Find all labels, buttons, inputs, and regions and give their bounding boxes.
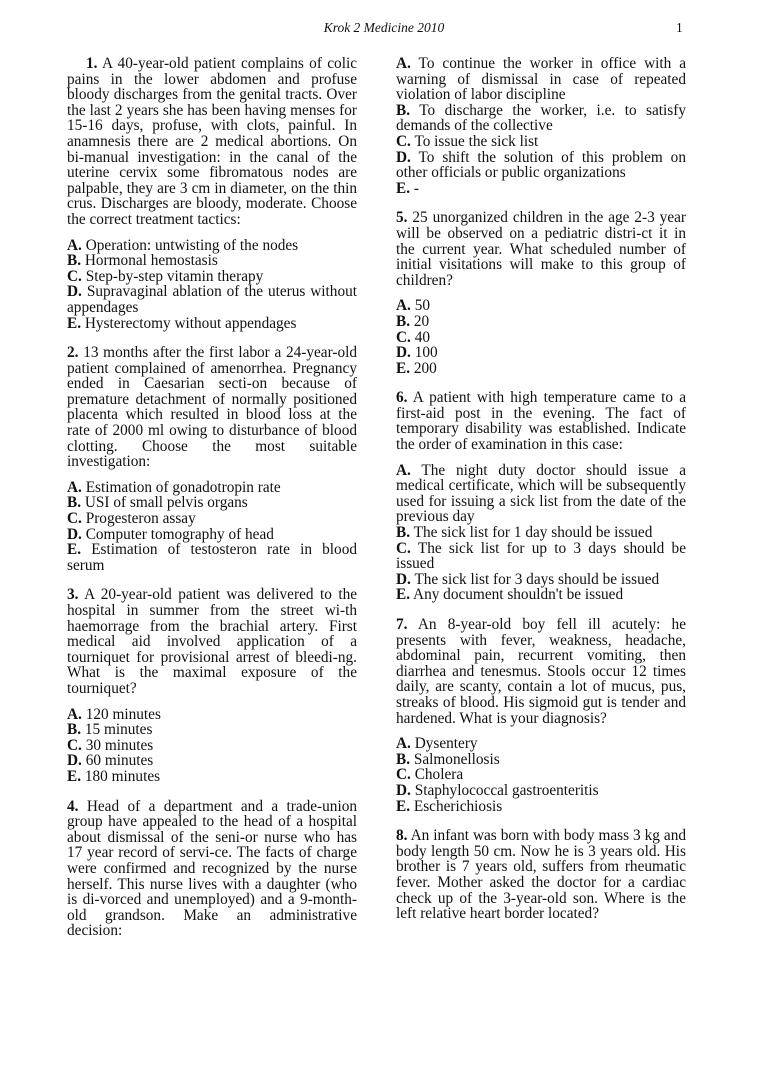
option-text: 20 xyxy=(413,312,430,330)
option-text: Operation: untwisting of the nodes xyxy=(85,236,299,254)
answer-option xyxy=(396,181,686,197)
option-text: To discharge the worker, i.e. to satisfy demands of the collective xyxy=(396,101,686,135)
option-letter: D. xyxy=(396,148,411,166)
answer-option xyxy=(67,707,357,723)
question-body: A patient with high temperature came to a first-aid post in the evening. The fact of temporary disability was established. Indicate the order of examination in this case: xyxy=(396,389,686,454)
answer-option xyxy=(396,463,686,525)
question-number: 8. xyxy=(396,827,408,845)
option-letter: C. xyxy=(396,766,411,784)
question-number: 6. xyxy=(396,389,408,407)
option-letter: C. xyxy=(396,539,411,557)
option-letter: A. xyxy=(396,297,411,315)
answer-option xyxy=(67,480,357,496)
question-number: 2. xyxy=(67,344,79,362)
option-text: Dysentery xyxy=(414,735,478,753)
option-text: The sick list for up to 3 days should be issued xyxy=(396,539,686,573)
option-letter: A. xyxy=(67,236,82,254)
option-text: 60 minutes xyxy=(85,752,154,770)
option-letter: B. xyxy=(67,721,82,739)
question-1 xyxy=(67,56,357,331)
answer-option xyxy=(396,541,686,572)
option-text: Progesteron assay xyxy=(85,510,196,528)
right-column xyxy=(396,56,686,936)
option-text: Escherichiosis xyxy=(413,797,503,815)
option-text: - xyxy=(413,179,419,197)
answer-option xyxy=(396,330,686,346)
option-text: 200 xyxy=(413,359,437,377)
option-text: USI of small pelvis organs xyxy=(84,494,248,512)
option-letter: E. xyxy=(67,767,82,785)
option-text: The sick list for 1 day should be issued xyxy=(413,524,653,542)
option-letter: C. xyxy=(396,132,411,150)
option-letter: E. xyxy=(396,586,411,604)
option-text: To issue the sick list xyxy=(414,132,539,150)
left-column xyxy=(67,56,357,953)
answer-option xyxy=(67,495,357,511)
option-text: 30 minutes xyxy=(85,736,154,754)
question-body: 25 unorganized children in the age 2-3 year will be observed on a pediatric distri-ct it in the current year. What scheduled number of initial visitations will make to this group of children? xyxy=(396,209,686,289)
answer-option xyxy=(396,361,686,377)
answer-option xyxy=(67,527,357,543)
question-5 xyxy=(396,210,686,376)
option-text: Staphylococcal gastroenteritis xyxy=(414,781,599,799)
option-letter: A. xyxy=(67,705,82,723)
answer-option xyxy=(396,56,686,103)
answer-option xyxy=(396,298,686,314)
question-body: An 8-year-old boy fell ill acutely: he presents with fever, weakness, headache, abdominal pain, recurrent vomiting, then diarrhea and tenesmus. Stools occur 12 times daily, are scanty, contain a lot of mucus, pus, streaks of blood. His sigmoid gut is tender and hardened. What is your diagnosis? xyxy=(396,616,686,727)
question-text xyxy=(67,587,357,696)
option-text: Estimation of gonadotropin rate xyxy=(85,478,281,496)
answer-option xyxy=(67,511,357,527)
page-number: 1 xyxy=(676,20,683,35)
question-text xyxy=(396,828,686,922)
question-body: An infant was born with body mass 3 kg and body length 50 cm. Now he is 3 years old. His brother is 7 years old, suffers from rheumatic fever. Mother asked the doctor for a cardiac check up of the 3-year-old son. Where is the left relative heart border located? xyxy=(396,827,686,923)
option-text: 15 minutes xyxy=(84,721,153,739)
option-letter: E. xyxy=(67,314,82,332)
answer-options xyxy=(67,238,357,332)
question-6 xyxy=(396,390,686,603)
option-letter: C. xyxy=(67,510,82,528)
answer-option xyxy=(396,314,686,330)
answer-option xyxy=(396,345,686,361)
question-4-options xyxy=(396,56,686,196)
question-8 xyxy=(396,828,686,922)
answer-option xyxy=(396,134,686,150)
answer-options xyxy=(396,56,686,196)
answer-option xyxy=(67,769,357,785)
question-text xyxy=(67,56,357,228)
answer-option xyxy=(67,253,357,269)
question-body: A 40-year-old patient complains of colic pains in the lower abdomen and profuse bloody discharges from the genital tracts. Over the last 2 years she has been having menses for 15-16 days, profuse, with clots, painful. In anamnesis there are 2 medical abortions. On bi-manual investigation: in the canal of the uterine cervix some fibromatous nodes are palpable, they are 3 cm in diameter, on the thin crus. Discharges are bloody, moderate. Choose the correct treatment tactics: xyxy=(67,55,357,228)
question-body: 13 months after the first labor a 24-year-old patient complained of amenorrhea. Pregnancy ended in Caesarian secti-on because of premature detachment of normally positioned placenta which resulted in blood loss at the rate of 2000 ml owing to disturbance of blood clotting. Choose the most suitable investigation: xyxy=(67,344,357,471)
answer-options xyxy=(67,480,357,574)
question-3 xyxy=(67,587,357,784)
answer-options xyxy=(67,707,357,785)
answer-options xyxy=(396,463,686,603)
question-text xyxy=(67,345,357,470)
answer-option xyxy=(67,753,357,769)
option-text: 50 xyxy=(414,297,430,315)
question-text xyxy=(396,617,686,726)
option-text: 100 xyxy=(414,344,438,362)
question-number: 4. xyxy=(67,797,79,815)
option-letter: A. xyxy=(67,478,82,496)
answer-option xyxy=(396,752,686,768)
option-letter: A. xyxy=(396,461,411,479)
question-text xyxy=(396,390,686,452)
answer-option xyxy=(67,738,357,754)
option-letter: A. xyxy=(396,735,411,753)
option-letter: E. xyxy=(396,797,411,815)
question-7 xyxy=(396,617,686,814)
answer-option xyxy=(396,150,686,181)
option-text: To shift the solution of this problem on other officials or public organizations xyxy=(396,148,686,182)
option-text: The sick list for 3 days should be issued xyxy=(414,570,660,588)
question-number: 5. xyxy=(396,209,408,227)
option-text: Salmonellosis xyxy=(413,750,500,768)
answer-option xyxy=(67,269,357,285)
answer-option xyxy=(67,284,357,315)
answer-option xyxy=(67,542,357,573)
option-letter: D. xyxy=(67,752,82,770)
option-text: 40 xyxy=(414,328,430,346)
question-body: A 20-year-old patient was delivered to the hospital in summer from the street wi-th haemorrage from the brachial artery. First medical aid involved application of a tourniquet for provisional arrest of bleedi-ng. What is the maximal exposure of the tourniquet? xyxy=(67,586,358,697)
question-text xyxy=(67,799,357,939)
header-title: Krok 2 Medicine 2010 xyxy=(323,20,445,35)
option-text: 120 minutes xyxy=(85,705,161,723)
answer-option xyxy=(67,722,357,738)
option-text: Hysterectomy without appendages xyxy=(84,314,297,332)
question-number: 3. xyxy=(67,586,79,604)
answer-option xyxy=(396,736,686,752)
option-letter: E. xyxy=(67,541,82,559)
answer-option xyxy=(396,572,686,588)
question-body: Head of a department and a trade-union group have appealed to the head of a hospital about dismissal of the seni-or nurse who has 17 year record of servi-ce. The facts of charge were confirmed and recognized by the nurse herself. This nurse lives with a daughter (who is di-vorced and unemployed) and a 9-month-old grandson. Make an administrative decision: xyxy=(67,797,357,940)
option-letter: B. xyxy=(396,312,411,330)
option-text: Any document shouldn't be issued xyxy=(413,586,624,604)
option-letter: B. xyxy=(396,524,411,542)
option-text: Step-by-step vitamin therapy xyxy=(85,267,264,285)
option-text: To continue the worker in office with a warning of dismissal in case of repeated violation of labor discipline xyxy=(396,55,686,104)
option-letter: A. xyxy=(396,55,411,72)
answer-options xyxy=(396,736,686,814)
option-text: 180 minutes xyxy=(84,767,161,785)
option-text: Computer tomography of head xyxy=(85,525,274,543)
option-letter: B. xyxy=(396,101,411,119)
option-letter: B. xyxy=(396,750,411,768)
option-letter: B. xyxy=(67,494,82,512)
answer-option xyxy=(396,799,686,815)
option-text: Estimation of testosteron rate in blood serum xyxy=(67,541,357,574)
option-text: Cholera xyxy=(414,766,464,784)
option-letter: E. xyxy=(396,179,411,197)
question-2 xyxy=(67,345,357,573)
option-letter: D. xyxy=(396,781,411,799)
option-letter: E. xyxy=(396,359,411,377)
option-letter: D. xyxy=(396,570,411,588)
answer-option xyxy=(396,103,686,134)
option-letter: D. xyxy=(67,525,82,543)
answer-options xyxy=(396,298,686,376)
answer-option xyxy=(396,767,686,783)
option-letter: D. xyxy=(396,344,411,362)
answer-option xyxy=(67,238,357,254)
option-letter: C. xyxy=(396,328,411,346)
answer-option xyxy=(67,316,357,332)
question-number: 1. xyxy=(86,55,98,72)
option-letter: C. xyxy=(67,267,82,285)
option-text: The night duty doctor should issue a medical certificate, which will be subsequently used for issuing a sick list from the date of the previous day xyxy=(396,461,686,526)
question-4 xyxy=(67,799,357,939)
question-number: 7. xyxy=(396,616,408,633)
answer-option xyxy=(396,587,686,603)
option-letter: C. xyxy=(67,736,82,754)
option-text: Supravaginal ablation of the uterus without appendages xyxy=(67,283,357,316)
option-letter: D. xyxy=(67,283,82,301)
option-text: Hormonal hemostasis xyxy=(84,252,218,270)
answer-option xyxy=(396,525,686,541)
option-letter: B. xyxy=(67,252,82,270)
question-text xyxy=(396,210,686,288)
answer-option xyxy=(396,783,686,799)
